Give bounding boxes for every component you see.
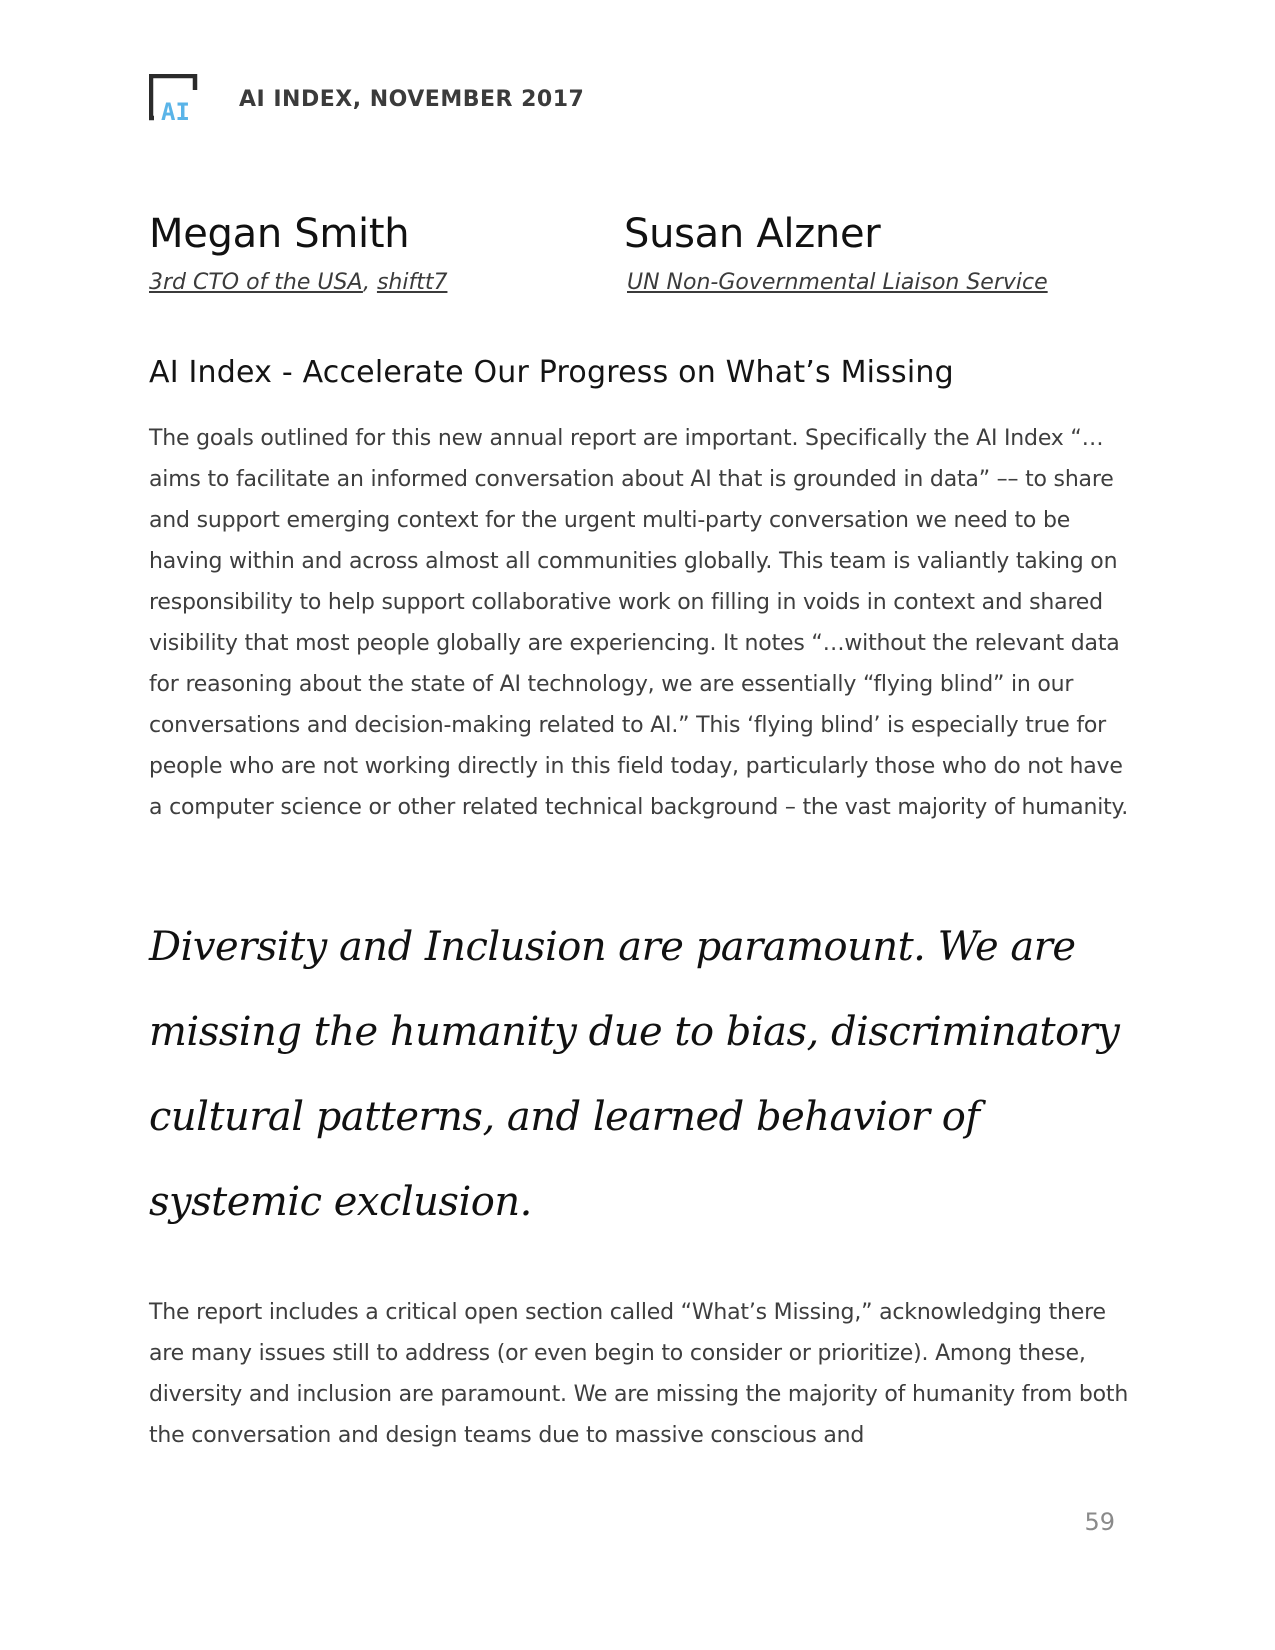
author-name: Megan Smith [149,211,410,257]
body-paragraph-2: The report includes a critical open section called “What’s Missing,” acknowledging there are many issues still to address (or even begin to consider or prioritize). Among these, diversity and inclusion are paramount. We are missing the majority of humanity from both the conversation and design teams due to massive conscious and [149,1300,1129,1448]
essay-title: AI Index - Accelerate Our Progress on What’s Missing [149,355,954,390]
body-paragraph-1: The goals outlined for this new annual report are important. Specifically the AI Index “…aims to facilitate an informed conversation about AI that is grounded in data” –– to share and support emerging context for the urgent multi-party conversation we need to be having within and across almost all communities globally. This team is valiantly taking on responsibility to help support collaborative work on filling in voids in context and shared visibility that most people globally are experiencing. It notes “…without the relevant data for reasoning about the state of AI technology, we are essentially “flying blind” in our conversations and decision-making related to AI.” This ‘flying blind’ is especially true for people who are not working directly in this field today, particularly those who do not have a computer science or other related technical background – the vast majority of humanity. [149,426,1129,820]
author-block-susan-alzner [624,210,1048,295]
author-name: Susan Alzner [624,211,881,257]
affiliation-separator: , [362,270,377,295]
pull-quote: Diversity and Inclusion are paramount. We are missing the humanity due to bias, discriminatory cultural patterns, and learned behavior of systemic exclusion. [149,924,1120,1225]
author-affiliation [149,270,447,295]
shiftt7-link[interactable]: shiftt7 [376,270,448,295]
author-block-megan-smith [149,210,447,295]
page-header [149,74,584,124]
un-ngls-link[interactable]: UN Non-Governmental Liaison Service [627,270,1048,295]
header-title: AI INDEX, NOVEMBER 2017 [239,86,585,112]
ai-index-logo-icon [149,74,203,124]
logo-text: AI [161,98,190,124]
cto-usa-link[interactable]: 3rd CTO of the USA [149,270,363,295]
page-number: 59 [1084,1508,1115,1536]
author-affiliation [627,270,1048,295]
